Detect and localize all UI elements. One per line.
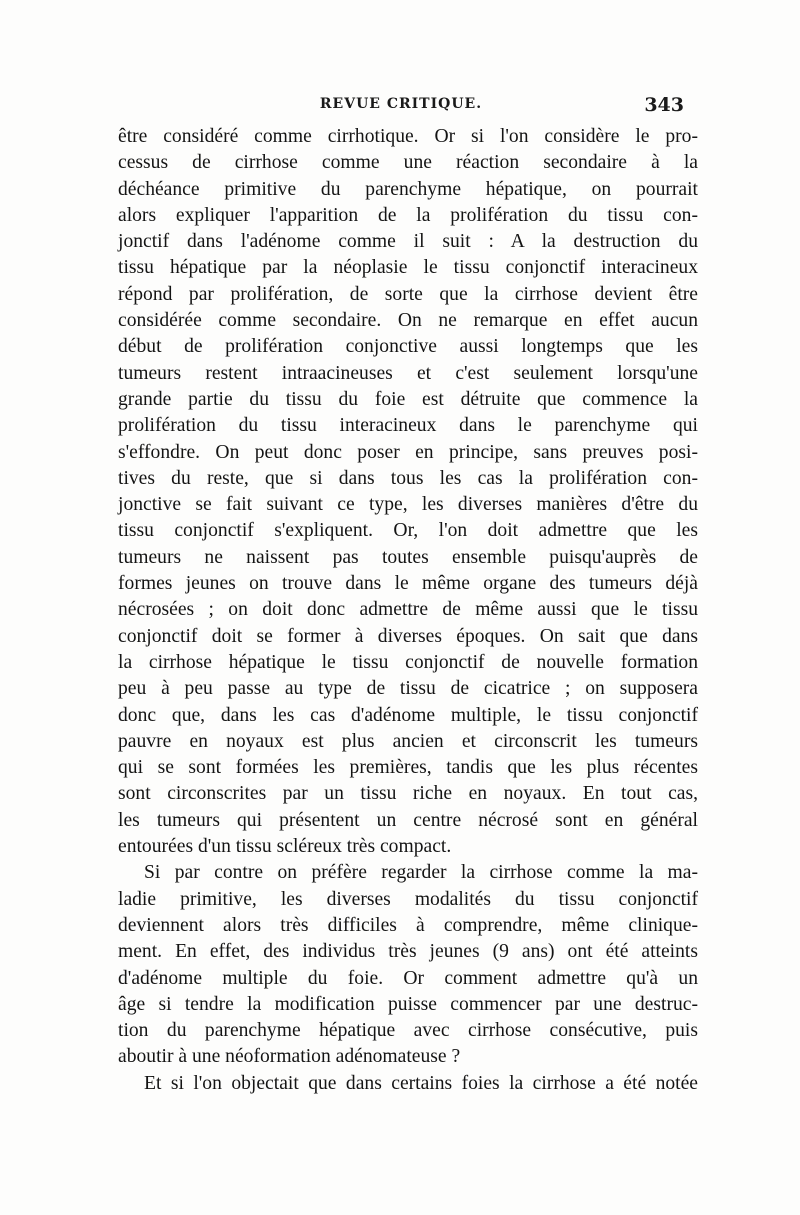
text-line: tissu conjonctif s'expliquent. Or, l'on doit admettre que les (118, 520, 698, 542)
text-line: tives du reste, que si dans tous les cas la prolifération con- (118, 467, 698, 489)
running-head (118, 94, 684, 120)
text-line: ladie primitive, les diverses modalités du tissu conjonctif (118, 888, 698, 910)
text-line: tion du parenchyme hépatique avec cirrhose consécutive, puis (118, 1020, 698, 1042)
text-line: pauvre en noyaux est plus ancien et circonscrit les tumeurs (118, 730, 698, 752)
text-line: entourées d'un tissu scléreux très compact. (118, 836, 452, 858)
text-line: cessus de cirrhose comme une réaction secondaire à la (118, 152, 698, 174)
body-text (118, 124, 698, 1097)
text-line: jonctive se fait suivant ce type, les diverses manières d'être du (118, 494, 698, 516)
text-line: début de prolifération conjonctive aussi longtemps que les (118, 336, 698, 358)
text-line: donc que, dans les cas d'adénome multiple, le tissu conjonctif (118, 704, 698, 726)
running-title: REVUE CRITIQUE. (319, 96, 483, 112)
page-number: 343 (644, 94, 684, 116)
text-line: nécrosées ; on doit donc admettre de même aussi que le tissu (118, 599, 698, 621)
text-line: Si par contre on préfère regarder la cirrhose comme la ma- (144, 862, 698, 884)
text-line: âge si tendre la modification puisse commencer par une destruc- (118, 993, 698, 1015)
text-line: répond par prolifération, de sorte que la cirrhose devient être (118, 283, 698, 305)
text-line: tumeurs restent intraacineuses et c'est seulement lorsqu'une (118, 362, 698, 384)
text-line: jonctif dans l'adénome comme il suit : A la destruction du (118, 231, 698, 253)
text-line: alors expliquer l'apparition de la prolifération du tissu con- (118, 204, 698, 226)
text-line: aboutir à une néoformation adénomateuse ? (118, 1046, 461, 1068)
text-line: deviennent alors très difficiles à comprendre, même clinique- (118, 914, 698, 936)
text-line: tissu hépatique par la néoplasie le tissu conjonctif interacineux (118, 257, 698, 279)
text-line: s'effondre. On peut donc poser en principe, sans preuves posi- (118, 441, 698, 463)
text-line: grande partie du tissu du foie est détruite que commence la (118, 388, 698, 410)
text-line: déchéance primitive du parenchyme hépatique, on pourrait (118, 178, 698, 200)
text-line: tumeurs ne naissent pas toutes ensemble puisqu'auprès de (118, 546, 698, 568)
text-line: conjonctif doit se former à diverses époques. On sait que dans (118, 625, 698, 647)
text-line: prolifération du tissu interacineux dans le parenchyme qui (118, 415, 698, 437)
text-line: Et si l'on objectait que dans certains foies la cirrhose a été notée (144, 1072, 698, 1094)
text-line: peu à peu passe au type de tissu de cicatrice ; on supposera (118, 678, 698, 700)
text-line: les tumeurs qui présentent un centre nécrosé sont en général (118, 809, 698, 831)
text-line: qui se sont formées les premières, tandis que les plus récentes (118, 757, 698, 779)
text-line: la cirrhose hépatique le tissu conjonctif de nouvelle formation (118, 651, 698, 673)
text-line: sont circonscrites par un tissu riche en noyaux. En tout cas, (118, 783, 698, 805)
text-line: ment. En effet, des individus très jeunes (9 ans) ont été atteints (118, 941, 698, 963)
text-line: considérée comme secondaire. On ne remarque en effet aucun (118, 310, 698, 332)
text-line: être considéré comme cirrhotique. Or si l'on considère le pro- (118, 126, 698, 147)
text-line: formes jeunes on trouve dans le même organe des tumeurs déjà (118, 573, 698, 595)
text-line: d'adénome multiple du foie. Or comment admettre qu'à un (118, 967, 698, 989)
